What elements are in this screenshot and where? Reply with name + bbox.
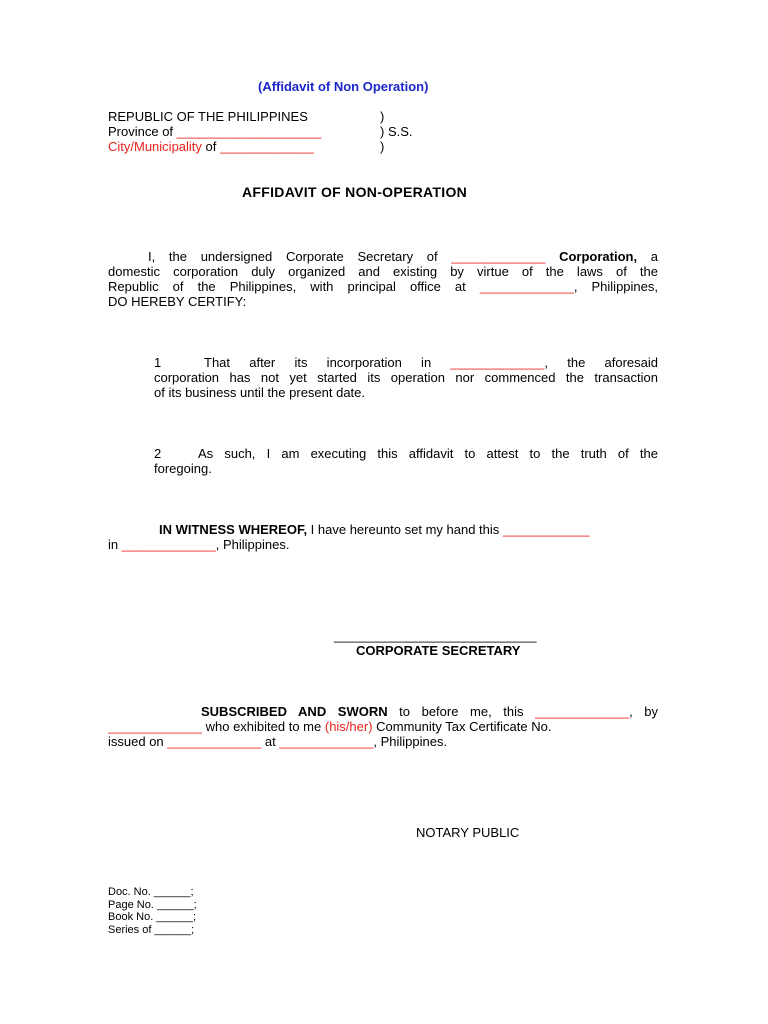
ctc-date-blank: _____________ xyxy=(167,734,262,749)
item-2 xyxy=(154,446,658,476)
corporation-name-blank: _____________ xyxy=(451,249,546,264)
intro-line-3: Republic of the Philippines, with principal office at _____________, Philippines, xyxy=(108,279,658,294)
venue-republic: REPUBLIC OF THE PHILIPPINES xyxy=(108,109,308,124)
city-of: of xyxy=(201,139,220,154)
affiant-blank: _____________ xyxy=(108,719,202,734)
province-label: Province of xyxy=(108,124,177,139)
city-label: City/Municipality xyxy=(108,139,202,154)
witness-line-2: in _____________, Philippines. xyxy=(108,537,290,552)
jurat-lead: SUBSCRIBED AND SWORN xyxy=(201,704,388,719)
item-1-line-3: of its business until the present date. xyxy=(154,385,366,400)
venue-paren-1: ) xyxy=(380,109,385,124)
item-1 xyxy=(154,355,658,400)
notarial-register xyxy=(108,886,197,936)
item-1-number: 1 xyxy=(154,355,162,370)
province-blank: ____________________ xyxy=(176,124,322,139)
document-title: AFFIDAVIT OF NON-OPERATION xyxy=(242,184,468,200)
venue-paren-3: ) xyxy=(380,139,385,154)
intro-paragraph xyxy=(108,249,658,309)
item-1-line-1: 1 That after its incorporation in _____________, the aforesaid xyxy=(154,355,659,370)
header-note: (Affidavit of Non Operation) xyxy=(258,79,429,94)
notary-public: NOTARY PUBLIC xyxy=(416,825,520,840)
intro-line-4: DO HEREBY CERTIFY: xyxy=(108,294,247,309)
series-of: Series of ______; xyxy=(108,923,195,936)
book-no: Book No. ______; xyxy=(108,911,197,923)
his-her: (his/her) xyxy=(324,719,373,734)
item-2-line-2: foregoing. xyxy=(154,461,212,476)
city-blank: _____________ xyxy=(220,139,314,154)
signature-label: CORPORATE SECRETARY xyxy=(356,643,521,658)
item-2-number: 2 xyxy=(154,446,162,461)
venue-city xyxy=(108,139,314,154)
venue-ss: ) S.S. xyxy=(380,124,413,139)
witness-date-blank: ____________ xyxy=(502,522,590,537)
page-no: Page No. ______; xyxy=(108,898,197,911)
jurat-paragraph xyxy=(108,704,658,749)
ctc-place-blank: _____________ xyxy=(279,734,374,749)
office-blank: _____________ xyxy=(479,279,574,294)
jurat-line-2: _____________ who exhibited to me (his/her) Community Tax Certificate No. xyxy=(108,719,552,734)
jurat-date-blank: _____________ xyxy=(535,704,630,719)
jurat-line-3: issued on _____________ at _____________, Philippines. xyxy=(108,734,448,749)
intro-line-2: domestic corporation duly organized and existing by virtue of the laws of the xyxy=(108,264,658,279)
witness-line-1: IN WITNESS WHEREOF, I have hereunto set my hand this ____________ xyxy=(159,522,590,537)
item-2-line-1: 2 As such, I am executing this affidavit to attest to the truth of the xyxy=(154,446,658,461)
doc-no: Doc. No. ______; xyxy=(108,886,194,898)
venue-province xyxy=(108,124,321,139)
item-1-line-2: corporation has not yet started its operation nor commenced the transaction xyxy=(154,370,658,385)
intro-line-1: I, the undersigned Corporate Secretary of _____________ Corporation, a xyxy=(148,249,658,264)
jurat-line-1: SUBSCRIBED AND SWORN to before me, this _____________, by xyxy=(201,704,658,719)
witness-place-blank: _____________ xyxy=(121,537,216,552)
witness-lead: IN WITNESS WHEREOF, xyxy=(159,522,308,537)
signature-line: ____________________________ xyxy=(334,628,537,643)
incorporation-place-blank: _____________ xyxy=(450,355,545,370)
